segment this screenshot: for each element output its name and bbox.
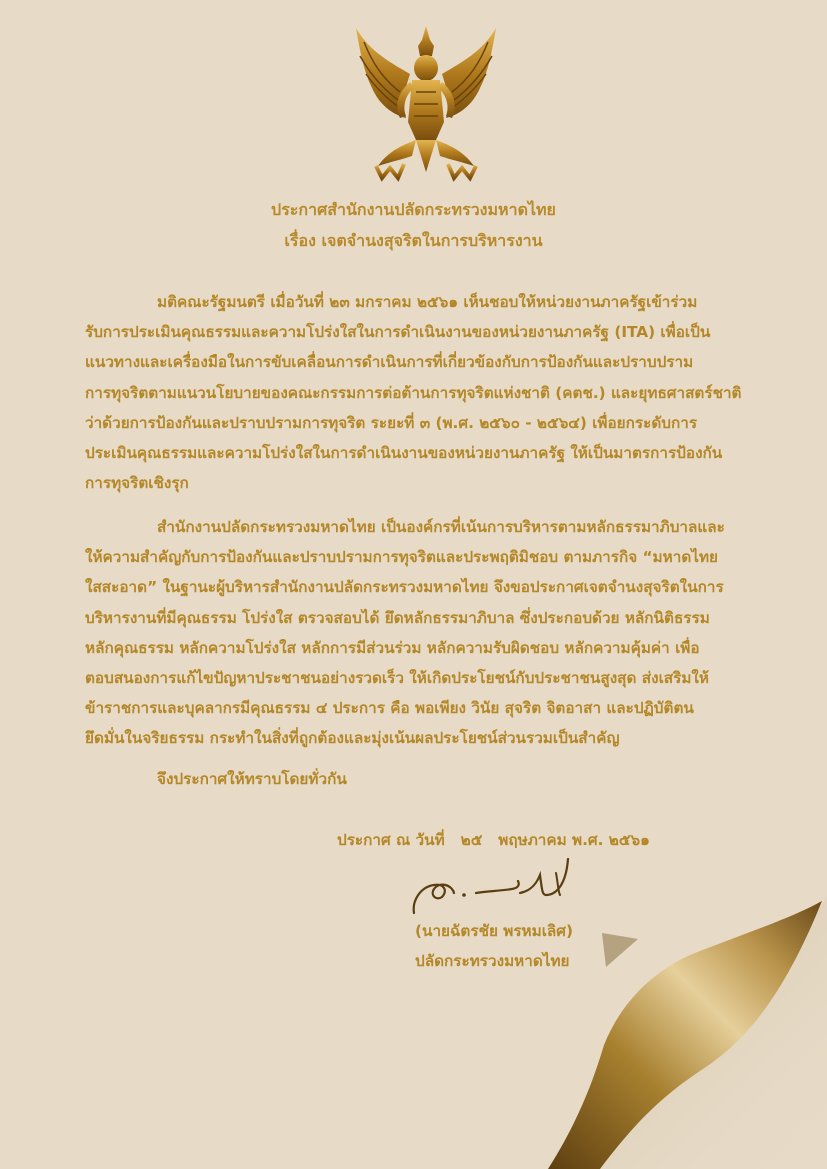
announcement-date: ประกาศ ณ วันที่ ๒๕ พฤษภาคม พ.ศ. ๒๕๖๑ [337, 831, 650, 849]
garuda-emblem-icon [350, 22, 502, 182]
paragraph-line: มติคณะรัฐมนตรี เมื่อวันที่ ๒๓ มกราคม ๒๕๖๑ เห็นชอบให้หน่วยงานภาครัฐเข้าร่วม [157, 293, 698, 311]
paragraph-line: สำนักงานปลัดกระทรวงมหาดไทย เป็นองค์กรที่เน้นการบริหารตามหลักธรรมาภิบาลและ [157, 518, 725, 536]
signer-name: (นายฉัตรชัย พรหมเลิศ) [415, 922, 574, 940]
closing-statement: จึงประกาศให้ทราบโดยทั่วกัน [157, 770, 347, 788]
paragraph-line: ตอบสนองการแก้ไขปัญหาประชาชนอย่างรวดเร็ว ให้เกิดประโยชน์กับประชาชนสูงสุด ส่งเสริมให้ [85, 669, 709, 688]
paragraph-line: การทุจริตตามแนวนโยบายของคณะกรรมการต่อต้านการทุจริตแห่งชาติ (คตช.) และยุทธศาสตร์ชาติ [85, 383, 742, 402]
announcement-subject: เรื่อง เจตจำนงสุจริตในการบริหารงาน [284, 231, 543, 250]
paragraph-line: แนวทางและเครื่องมือในการขับเคลื่อนการดำเนินการที่เกี่ยวข้องกับการป้องกันและปราบปราม [85, 353, 694, 372]
paragraph-1 [85, 287, 755, 498]
paragraph-line: หลักคุณธรรม หลักความโปร่งใส หลักการมีส่วนร่วม หลักความรับผิดชอบ หลักความคุ้มค่า เพื่อ [85, 638, 700, 657]
announcement-title: ประกาศสำนักงานปลัดกระทรวงมหาดไทย [271, 200, 556, 219]
paragraph-line: การทุจริตเชิงรุก [85, 474, 189, 493]
paragraph-line: ข้าราชการและบุคลากรมีคุณธรรม ๔ ประการ คือ พอเพียง วินัย สุจริต จิตอาสา และปฏิบัติตน [85, 699, 694, 718]
page-curl-icon [540, 895, 827, 1169]
paragraph-2 [85, 512, 755, 754]
signer-title: ปลัดกระทรวงมหาดไทย [415, 952, 570, 970]
paragraph-line: ให้ความสำคัญกับการป้องกันและปราบปรามการทุจริตและประพฤติมิชอบ ตามภารกิจ “มหาดไทย [85, 548, 718, 567]
paragraph-line: ใสสะอาด” ในฐานะผู้บริหารสำนักงานปลัดกระทรวงมหาดไทย จึงขอประกาศเจตจำนงสุจริตในการ [85, 578, 724, 597]
paragraph-line: บริหารงานที่มีคุณธรรม โปร่งใส ตรวจสอบได้ ยึดหลักธรรมาภิบาล ซึ่งประกอบด้วย หลักนิติธรรม [85, 608, 710, 627]
paragraph-line: ว่าด้วยการป้องกันและปราบปรามการทุจริต ระยะที่ ๓ (พ.ศ. ๒๕๖๐ - ๒๕๖๔) เพื่อยกระดับการ [85, 413, 698, 432]
paragraph-line: รับการประเมินคุณธรรมและความโปร่งใสในการดำเนินงานของหน่วยงานภาครัฐ (ITA) เพื่อเป็น [85, 323, 711, 342]
paragraph-line: ประเมินคุณธรรมและความโปร่งใสในการดำเนินงานของหน่วยงานภาครัฐ ให้เป็นมาตรการป้องกัน [85, 444, 723, 463]
paragraph-line: ยึดมั่นในจริยธรรม กระทำในสิ่งที่ถูกต้องและมุ่งเน้นผลประโยชน์ส่วนรวมเป็นสำคัญ [85, 729, 620, 748]
